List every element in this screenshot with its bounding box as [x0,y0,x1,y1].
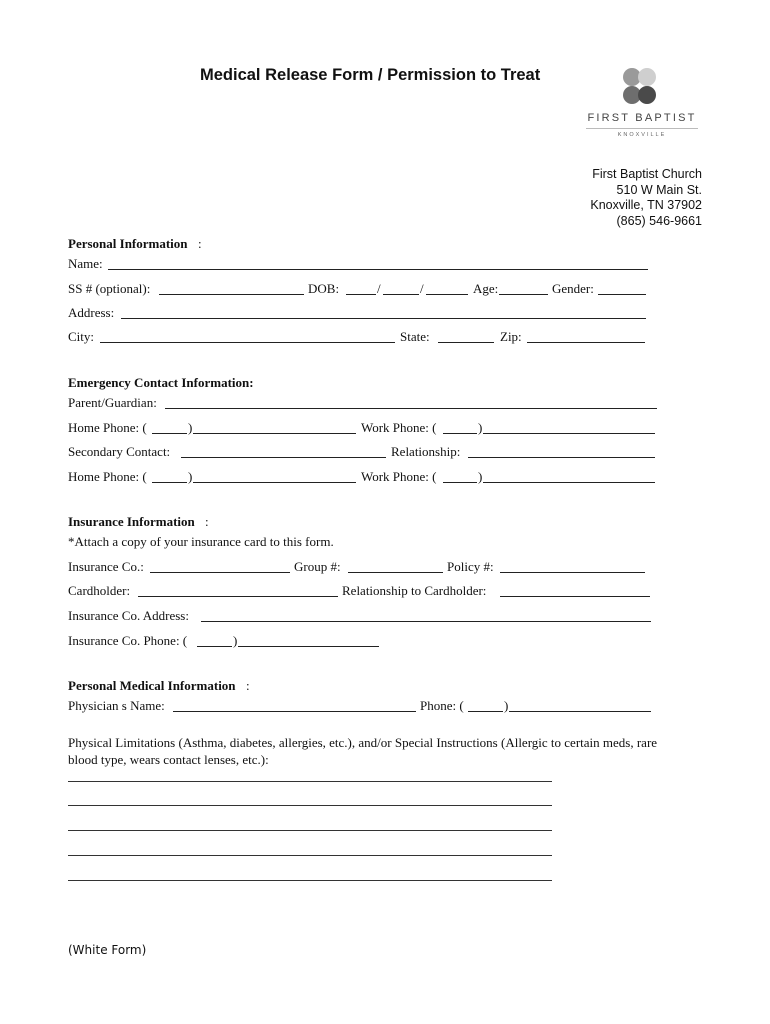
church-logo [582,66,702,144]
work-phone-area-field[interactable] [443,419,477,434]
medical-heading: Personal Medical Information [68,678,236,693]
home-phone-field[interactable] [193,419,356,434]
address-label: Address: [68,305,115,320]
home-phone-2-field[interactable] [193,468,356,483]
insurance-heading-colon: : [205,514,209,529]
work-phone-field[interactable] [483,419,655,434]
age-label: Age: [473,281,499,296]
insurance-phone-area-field[interactable] [197,632,232,647]
work-phone-2-field[interactable] [483,468,655,483]
insurance-address-field[interactable] [201,607,651,622]
logo-name: FIRST BAPTIST [587,112,697,124]
dob-day-field[interactable] [383,280,419,295]
church-address-block [590,167,702,229]
insurance-note: *Attach a copy of your insurance card to this form. [68,534,334,549]
church-city: Knoxville, TN 37902 [590,198,702,212]
physician-phone-field[interactable] [509,697,651,712]
logo-subtitle: KNOXVILLE [617,132,667,138]
home-phone-2-label: Home Phone: ( [68,469,147,484]
limitations-line-1[interactable] [68,781,552,782]
zip-label: Zip: [500,329,522,344]
personal-heading: Personal Information [68,236,188,251]
limitations-line-4[interactable] [68,855,552,856]
secondary-field[interactable] [181,443,386,458]
physician-phone-label: Phone: ( [420,698,464,713]
home-phone-label: Home Phone: ( [68,420,147,435]
city-field[interactable] [100,328,395,343]
insurance-company-field[interactable] [150,558,290,573]
cardholder-label: Cardholder: [68,583,131,598]
limitations-line-5[interactable] [68,880,552,881]
dob-label: DOB: [308,281,340,296]
parent-field[interactable] [165,394,657,409]
home-phone-2-area-field[interactable] [152,468,187,483]
parent-label: Parent/Guardian: [68,395,157,410]
page-title: Medical Release Form / Permission to Treat [200,66,541,84]
cardholder-relationship-label: Relationship to Cardholder: [342,583,487,598]
physician-label: Physician s Name: [68,698,165,713]
church-street: 510 W Main St. [616,182,702,197]
emergency-heading: Emergency Contact Information: [68,375,254,390]
home-phone-area-field[interactable] [152,419,187,434]
relationship-field[interactable] [468,443,655,458]
dob-slash-2: / [420,281,424,296]
insurance-heading: Insurance Information [68,514,195,529]
age-field[interactable] [499,280,548,295]
city-label: City: [68,329,95,344]
insurance-phone-paren: ) [233,633,238,648]
ss-field[interactable] [159,280,304,295]
physician-phone-paren: ) [504,698,509,713]
personal-heading-colon: : [198,236,202,251]
medical-heading-colon: : [246,678,250,693]
insurance-company-label: Insurance Co.: [68,559,144,574]
policy-field[interactable] [500,558,645,573]
work-phone-paren: ) [478,420,483,435]
limitations-instructions: Physical Limitations (Asthma, diabetes, allergies, etc.), and/or Special Instructions (Allergic to certain meds, rare blood type, wears contact lenses, etc.): [68,735,658,767]
church-phone: (865) 546-9661 [616,213,702,228]
secondary-label: Secondary Contact: [68,444,171,459]
group-field[interactable] [348,558,443,573]
dob-year-field[interactable] [426,280,468,295]
work-phone-2-area-field[interactable] [443,468,477,483]
logo-divider [586,128,698,129]
dob-slash-1: / [377,281,381,296]
physician-phone-area-field[interactable] [468,697,503,712]
limitations-line-3[interactable] [68,830,552,831]
gender-field[interactable] [598,280,646,295]
insurance-phone-label: Insurance Co. Phone: ( [68,633,188,648]
name-label: Name: [68,256,103,271]
home-phone-paren: ) [188,420,193,435]
gender-label: Gender: [552,281,594,296]
name-field[interactable] [108,255,648,270]
home-phone-2-paren: ) [188,469,193,484]
insurance-address-label: Insurance Co. Address: [68,608,189,623]
state-label: State: [400,329,430,344]
cardholder-field[interactable] [138,582,338,597]
address-field[interactable] [121,304,646,319]
ss-label: SS # (optional): [68,281,151,296]
relationship-label: Relationship: [391,444,461,459]
state-field[interactable] [438,328,494,343]
cardholder-relationship-field[interactable] [500,582,650,597]
physician-field[interactable] [173,697,416,712]
insurance-phone-field[interactable] [238,632,379,647]
dob-month-field[interactable] [346,280,376,295]
form-color-note: (White Form) [68,943,147,957]
group-label: Group #: [294,559,341,574]
work-phone-2-label: Work Phone: ( [361,469,437,484]
zip-field[interactable] [527,328,645,343]
work-phone-label: Work Phone: ( [361,420,437,435]
work-phone-2-paren: ) [478,469,483,484]
church-name: First Baptist Church [592,167,702,181]
limitations-line-2[interactable] [68,805,552,806]
logo-circles-icon [620,66,660,108]
policy-label: Policy #: [447,559,494,574]
